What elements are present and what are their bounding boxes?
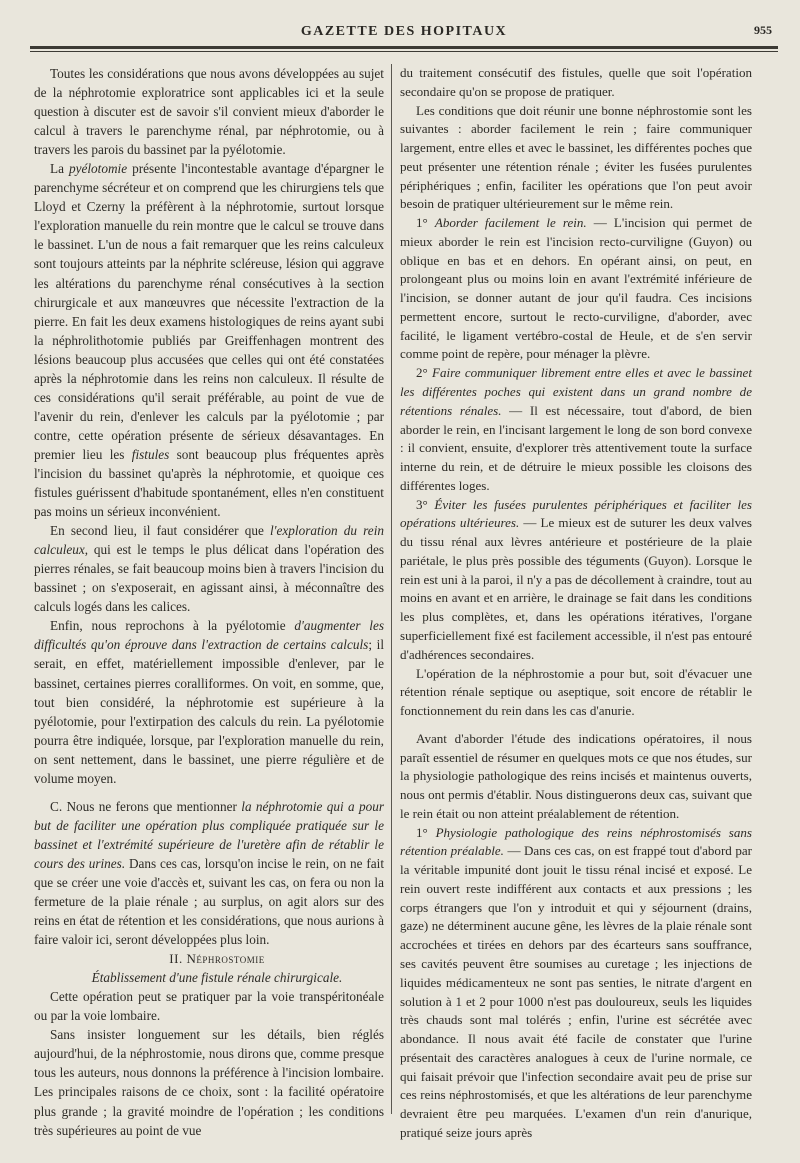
text-run: — Dans ces cas, on est frappé tout d'abord par la véritable impunité dont jouit le tissu rénal incisé et exposé. Le rein ouvert reste indifférent aux contacts et aux pressions ; les corps étrangers que l'on y introduit et qui y séjournent (drains, gaze) ne déterminent aucune gêne, les lèvres de la plaie rénale sont accrochées et tirées en dehors par des écarteurs sans souffrance, ses cavités peuvent être soumises au curetage ; les injections de liquides médicamenteux ne sont pas senties, le nitrate d'argent en solution à 1 et 2 pour 1000 n'est pas douloureux, seuls les liquides très chauds sont mal tolérés ; enfin, l'urine est sécrétée avec abondance. Il nous avait été facile de constater que l'urine présentait des caractères analogues à ceux de l'urine normale, ce qui faisait prévoir que l'infection secondaire avait peu de prise sur ces reins néphrostomisés, et que les altérations de leur parenchyme devraient être peu marquées. L'examen d'un rein d'anurique, pratiqué seize jours après <box>400 843 752 1140</box>
paragraph: Avant d'aborder l'étude des indications opératoires, il nous paraît essentiel de résumer en quelques mots ce que nos études, sur la physiologie pathologique des reins incisés et maintenus ouverts, nous ont permis d'établir. Nous distinguerons deux cas, suivant que le rein était ou non atteint préalablement de rétention. <box>400 730 752 821</box>
paragraph <box>400 364 752 495</box>
text-run: C. Nous ne ferons que mentionner <box>50 798 237 814</box>
page-number: 955 <box>754 23 772 37</box>
header-rule-thin <box>30 51 778 52</box>
paragraph: du traitement consécutif des fistules, quelle que soit l'opération secondaire qu'on se propose de pratiquer. <box>400 65 752 99</box>
paragraph <box>34 797 384 949</box>
running-title: GAZETTE DES HOPITAUX <box>300 24 508 39</box>
text-run: — L'incision qui permet de mieux aborder le rein est l'incision recto-curviligne (Guyon) ou oblique en bas et en dehors. En opérant ainsi, on peut, en prolongeant plus ou moins loin en avant l'extrémité inférieure de l'incision, se donner autant de jour qu'il faudra. Ces incisions permettent encore, surtout le recto-curviligne, d'aborder, avec facilité, le ligament vertébro-costal de Heule, et de s'en servir comme point de repère, pour ménager la plèvre. <box>400 215 753 362</box>
left-column <box>34 64 384 1140</box>
italic-term: l'exploration du rein calculeux <box>34 523 384 558</box>
text-run: 1° <box>416 824 436 840</box>
paragraph: L'opération de la néphrostomie a pour but, soit d'évacuer une rétention rénale septique ou aseptique, soit encore de rétablir le fonctionnement du rein dans les cas d'anurie. <box>400 665 752 719</box>
text-run: Dans ces cas, lorsqu'on incise le rein, on ne fait que se créer une voie d'accès et, suivant les cas, on fera ou non la fermeture de la plaie rénale ; au surplus, on agit alors sur des reins en état de rétention et les considérations, que nous aurions à faire valoir ici, seront développées plus loin. <box>34 855 385 948</box>
text-run: présente l'incontestable avantage d'épargner le parenchyme sécréteur et on comprend que les chirurgiens tels que Lloyd et Czerny la préfèrent à la néphrotomie, surtout lorsque l'exploration manuelle du rein montre que le calcul se trouve dans le bassinet. L'un de nous a fait remarquer que les reins calculeux sont toujours atteints par la néphrite scléreuse, lésion qui aggrave les altérations du parenchyme rénal consécutives à la section chirurgicale et aux manœuvres que nécessite l'extraction de la pierre. En fait les deux examens histologiques de reins ayant subi la néphrolithotomie publiés par Greiffenhagen montrent des lésions beaucoup plus accusées que celles qui ont été constatées après la néphrotomie dans les reins non calculeux. Il résulte de ces considérations qu'il serait préférable, au point de vue de l'avenir du rein, d'enlever les calculs par la pyélotomie ; par contre, cette opération présente de sérieux désavantages. En premier lieu les <box>34 161 384 462</box>
italic-term: Physiologie pathologique des reins néphrostomisés sans rétention préalable. <box>400 824 752 859</box>
paragraph <box>400 824 752 1143</box>
italic-term: Aborder facilement le rein. <box>434 215 587 231</box>
column-divider <box>391 64 392 1114</box>
paragraph <box>400 214 752 364</box>
paragraph <box>34 521 384 616</box>
text-run: — Il est nécessaire, tout d'abord, de bien aborder le rein, en l'incisant largement le long de son bord convexe : il convient, ensuite, d'explorer très attentivement toute la surface interne du rein, et de détruire le mieux possible les cloisons des différentes loges. <box>400 402 752 493</box>
text-run: , qui est le temps le plus délicat dans l'opération des pierres rénales, se fait beaucoup moins bien à travers l'incision du bassinet ; on s'exposerait, en agissant ainsi, à méconnaître des calculs logés dans les calices. <box>34 542 384 615</box>
header-rule-thick <box>30 46 778 49</box>
text-run: Enfin, nous reprochons à la pyélotomie <box>50 618 286 634</box>
italic-term: Éviter les fusées purulentes périphériques et faciliter les opérations ultérieures. <box>400 496 752 531</box>
section-subtitle: Établissement d'une fistule rénale chirurgicale. <box>91 970 343 986</box>
text-run: — Le mieux est de suturer les deux valves du tissu rénal aux lèvres antérieure et postérieure de la plaie pariétale, le plus près possible des téguments (Guyon). Lorsque le rein est uni à la paroi, il n'y a pas de décollement à craindre, tout au moins en avant et en arrière, le drainage se fait dans les conditions les plus complètes, et, dans les opérations itératives, l'organe superficiellement fixé est facilement accessible, il n'est pas entouré d'adhérences secondaires. <box>400 515 752 662</box>
paragraph: Les conditions que doit réunir une bonne néphrostomie sont les suivantes : aborder facilement le rein ; faire communiquer largement, entre elles et avec le bassinet, les différentes poches que peut présenter une rétention rénale ; éviter les fusées purulentes périphériques ; enfin, faciliter les opérations que l'on peut avoir besoin de pratiquer ultérieurement sur le même rein. <box>400 102 752 212</box>
paragraph <box>34 616 384 787</box>
italic-term: fistules <box>131 446 170 462</box>
text-run: ; il serait, en effet, matériellement impossible d'enlever, par le bassinet, certaines pierres coralliformes. On voit, en somme, que, tout bien considéré, la néphrotomie est supérieure à la pyélotomie, pour l'extirpation des calculs du rein. La pyélotomie pourra être indiquée, lorsque, par l'exploration manuelle du rein, on sent nettement, dans le bassinet, une pierre régulière et de volume moyen. <box>34 637 385 786</box>
paragraph <box>400 496 752 665</box>
paragraph: Sans insister longuement sur les détails, bien réglés aujourd'hui, de la néphrostomie, nous dirons que, comme presque tous les auteurs, nous donnons la préférence à l'incision lombaire. Les principales raisons de ce choix, sont : la facilité opératoire plus grande ; la gravité moindre de l'opération ; les conditions très supérieures au point de vue <box>34 1027 384 1138</box>
section-title: Néphrostomie <box>186 951 265 967</box>
text-run: 2° <box>416 365 433 381</box>
text-run: En second lieu, il faut considérer que <box>50 523 264 539</box>
section-number: II. <box>169 951 183 967</box>
text-run: sont beaucoup plus fréquentes après l'incision du bassinet qu'après la néphrotomie, et quoique ces fistules guérissent d'habitude spontanément, elles n'en constituent pas moins un sérieux inconvénient. <box>34 446 385 520</box>
page-header <box>30 20 778 60</box>
text-run: 3° <box>416 496 435 512</box>
italic-term: Faire communiquer librement entre elles et avec le bassinet les différentes poches qui existent dans un grand nombre de rétentions rénales. <box>400 365 752 418</box>
section-heading <box>34 949 384 968</box>
text-run: La <box>50 161 64 177</box>
italic-term: d'augmenter les difficultés qu'on éprouve dans l'extraction de certains calculs <box>34 618 384 653</box>
italic-term: la néphrotomie qui a pour but de faciliter une opération plus compliquée pratiquée sur le bassinet et l'extrémité supérieure de l'uretère afin de rétablir le cours des urines. <box>34 798 384 871</box>
paragraph: Toutes les considérations que nous avons développées au sujet de la néphrotomie exploratrice sont applicables ici et la seule question à discuter est de savoir s'il convient mieux d'aborder le calcul à travers le parenchyme rénal, par néphrotomie, ou à travers les parois du bassinet par la pyélotomie. <box>34 66 384 158</box>
paragraph <box>34 159 384 521</box>
paragraph: Cette opération peut se pratiquer par la voie transpéritonéale ou par la voie lombaire. <box>34 989 384 1024</box>
italic-term: pyélotomie <box>68 161 128 177</box>
right-column <box>400 64 752 1143</box>
text-run: 1° <box>416 215 435 231</box>
